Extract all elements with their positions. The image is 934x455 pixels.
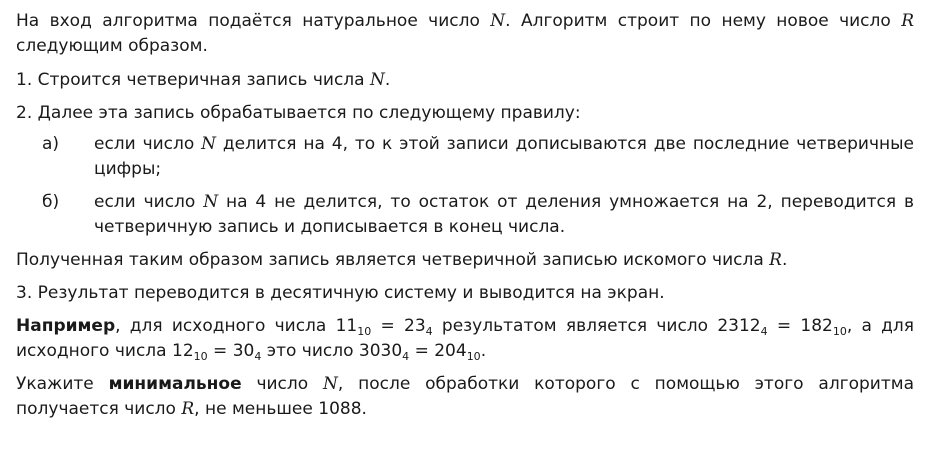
rule-a	[16, 132, 914, 182]
rule-text-part: если число	[94, 134, 202, 154]
rule-letter: б)	[42, 192, 60, 212]
number-base: 10	[357, 325, 372, 338]
example-text: результатом является число	[432, 316, 718, 336]
intro-text: следующим образом.	[16, 36, 208, 56]
example-text: .	[480, 341, 487, 361]
step-2	[16, 101, 914, 126]
variable-n: N	[203, 192, 219, 212]
example-number: 182	[800, 316, 833, 336]
step-text: Строится четверичная запись числа	[32, 70, 370, 90]
variable-n: N	[369, 70, 385, 90]
task-paragraph	[16, 372, 914, 422]
step-number: 1.	[16, 70, 33, 90]
example-number: 12	[172, 341, 194, 361]
equals-sign: =	[207, 341, 233, 361]
intro-text: . Алгоритм строит по нему новое число	[505, 11, 902, 31]
step-3	[16, 281, 914, 306]
note-text: .	[781, 250, 788, 270]
example-paragraph	[16, 314, 914, 364]
rule-text-part: если число	[94, 192, 204, 212]
step-text: Далее эта запись обрабатывается по следующему правилу:	[32, 103, 581, 123]
step-text: Результат переводится в десятичную систему и выводится на экран.	[32, 283, 665, 303]
step-number: 3.	[16, 283, 33, 303]
number-base: 4	[425, 325, 433, 338]
number-base: 4	[760, 325, 768, 338]
example-number: 3030	[358, 341, 403, 361]
rule-letter: а)	[42, 134, 60, 154]
rule-b	[16, 190, 914, 240]
example-text: , для исходного числа	[115, 316, 336, 336]
equals-sign: =	[767, 316, 801, 336]
task-emphasis: минимальное	[108, 374, 242, 394]
variable-r: R	[901, 11, 915, 31]
example-text: , а для исходного числа	[16, 316, 915, 361]
number-base: 10	[193, 350, 208, 363]
variable-n: N	[490, 11, 506, 31]
variable-r: R	[181, 399, 195, 419]
example-text: это число	[261, 341, 359, 361]
example-number: 2312	[717, 316, 761, 336]
number-base: 10	[832, 325, 847, 338]
number-base: 10	[466, 350, 481, 363]
step-number: 2.	[16, 103, 33, 123]
task-text: , не меньшее 1088.	[194, 399, 367, 419]
step-text: .	[384, 70, 391, 90]
rule-text	[94, 132, 914, 182]
step-1	[16, 68, 914, 93]
example-number: 23	[404, 316, 426, 336]
result-note	[16, 248, 914, 273]
rule-text-part: на 4 не делится, то остаток от деления умножается на 2, переводится в четверичную запись и дописывается в конец числа.	[94, 192, 915, 237]
example-number: 204	[434, 341, 467, 361]
intro-paragraph	[16, 9, 914, 59]
example-label: Например	[16, 316, 116, 336]
equals-sign: =	[371, 316, 404, 336]
variable-n: N	[323, 374, 338, 394]
equals-sign: =	[409, 341, 435, 361]
task-text: , после обработки которого с помощью этого алгоритма получается число	[16, 374, 915, 419]
variable-n: N	[201, 134, 217, 154]
example-number: 30	[232, 341, 255, 361]
rule-text	[94, 190, 914, 240]
rule-text-part: делится на 4, то к этой записи дописываются две последние четверичные цифры;	[94, 134, 915, 179]
note-text: Полученная таким образом запись является четверичной записью искомого числа	[16, 250, 770, 270]
variable-r: R	[769, 250, 782, 270]
intro-text: На вход алгоритма подаётся натуральное число	[16, 11, 491, 31]
number-base: 4	[254, 350, 262, 363]
task-text: число	[241, 374, 323, 394]
example-number: 11	[335, 316, 358, 336]
number-base: 4	[402, 350, 410, 363]
task-text: Укажите	[16, 374, 109, 394]
